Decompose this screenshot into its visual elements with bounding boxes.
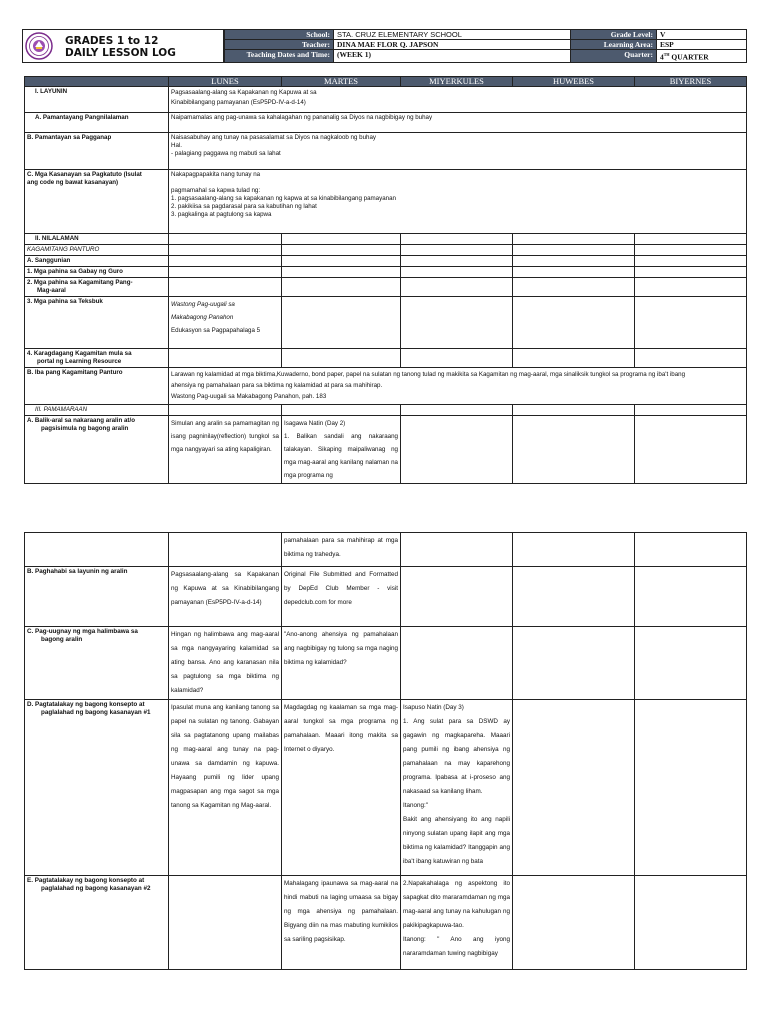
pamantayang-pangnilalaman-content: Naipamamalas ang pag-unawa sa kahalagahan ng pananalig sa Diyos na nagbibigay ng buhay [169,113,747,133]
pagganap-line-2: Hal. [171,142,183,149]
pag-uugnay-line-1: C. Pag-uugnay ng mga halimbawa sa [27,628,138,635]
area-value: ESP [657,40,747,50]
quarter-number: 4 [660,52,664,62]
iba-pang-kagamitan-label: B. Iba pang Kagamitang Panturo [25,368,169,405]
pagtatalakay-1-miy-text-3: Bakit ang ahensiyang ito ang napili ninyong sulatan upang ilapit ang mga biktima ng kalamidad? Itanggapin ang iba't ibang katuwiran ng bata [403,816,510,865]
day-header-martes: MARTES [282,77,401,87]
quarter-suffix: TH [663,52,670,57]
pagtatalakay-1-miy-text-2: Itanong:" [403,802,428,809]
quarter-label: Quarter: [571,50,657,63]
kagamitang-panturo-label: KAGAMITANG PANTURO [25,245,169,256]
iba-line-2: ahensiya ng pamahalaan para sa biktima ng kalamidad at para sa mahihirap. [171,382,383,389]
pamantayang-pangnilalaman-label: A. Pamantayang Pangnilalaman [25,113,169,133]
teacher-value: DINA MAE FLOR Q. JAPSON [334,40,571,50]
balik-aral-martes-text: 1. Balikan sandali ang nakaraang talakayan. Sikaping maipaliwanag ng mga mag-aaral ang kanilang nalaman na mga programa ng [284,433,398,479]
pagtatalakay-2-line-1: E. Pagtatalakay ng bagong konsepto at [27,877,145,884]
layunin-line-1: Pagsasaalang-alang sa Kapakanan ng Kapuwa at sa [171,89,317,96]
dates-value: (WEEK 1) [334,50,571,63]
isapuso-natin-title: Isapuso Natin (Day 3) [403,704,464,711]
grade-value: V [657,30,747,40]
lesson-log-table-page-1 [24,76,747,484]
pagganap-line-1: Naisasabuhay ang tunay na pasasalamat sa Diyos na nagkaloob ng buhay [171,134,377,141]
pagtatalakay-2-miyerkules [401,876,513,970]
balik-aral-martes [282,416,401,484]
area-label: Learning Area: [571,40,657,50]
kasanayan-label-line-1: C. Mga Kasanayan sa Pagkatuto (Isulat [27,171,142,178]
kasanayan-label-line-2: ang code ng bawat kasanayan) [27,179,119,186]
kagamitang-mag-aaral-line-1: 2. Mga pahina sa Kagamitang Pang- [27,279,133,286]
lesson-log-table-page-2 [24,532,747,970]
pamamaraan-label: III. PAMAMARAAN [25,405,169,416]
paghahabi-martes: Original File Submitted and Formatted by DepEd Club Member - visit depedclub.com for more [282,567,401,627]
balik-aral-label [25,416,169,484]
pag-uugnay-lunes: Hingan ng halimbawa ang mag-aaral sa mga nangyayaring kalamidad sa ating bansa. Ano ang karanasan nila sa pagtulong sa mga biktima ng kalamidad? [169,627,282,700]
pag-uugnay-label [25,627,169,700]
kasanayan-line-1: Nakapagpapakita nang tunay na [171,171,261,178]
kagamitang-mag-aaral-label [25,278,169,297]
nilalaman-label: II. NILALAMAN [25,234,169,245]
continued-martes: pamahalaan para sa mahihirap at mga biktima ng trahedya. [282,533,401,567]
pagtatalakay-1-lunes: Ipasulat muna ang kanilang tanong sa papel na sulatan ng tanong. Gabayan sila sa pagtatanong upang mailabas ng mag-aaral ang tunay na pag-unawa sa damdamin ng kapuwa. Hayaang pumili ng lider upang magpasapan ang mga sagot sa mga tanong sa Kagamitan ng Mag-aaral. [169,700,282,876]
quarter-text: QUARTER [671,52,709,62]
pag-uugnay-martes: "Ano-anong ahensiya ng pamahalaan ang nagbibigay ng tulong sa mga naging biktima ng kalamidad? [282,627,401,700]
pagtatalakay-1-miyerkules [401,700,513,876]
header-title-box [22,29,224,63]
kasanayan-line-5: 3. pagkalinga at pagtulong sa kapwa [171,211,272,218]
pagtatalakay-1-miy-text-1: 1. Ang sulat para sa DSWD ay gagawin ng magkapareha. Maaari pang pumili ng ibang ahensiya ng pamahalaan na may kaparehong programa. Ipabasa at i-proseso ang nakasaad sa kanilang liham. [403,718,510,795]
teksbuk-line-3: Edukasyon sa Pagpapahalaga 5 [171,327,261,334]
learning-resource-line-2: portal ng Learning Resource [37,358,122,365]
teksbuk-lunes [169,297,282,349]
teksbuk-line-2: Makabagong Panahon [171,314,234,321]
gabay-guro-label: 1. Mga pahina sa Gabay ng Guro [25,267,169,278]
pagtatalakay-2-martes: Mahalagang ipaunawa sa mag-aaral na hindi mabuti na laging umaasa sa bigay ng mga ahensiya ng pamahalaan. Bigyang diin na mas mabuting kumikilos sa sariling pagsisikap. [282,876,401,970]
balik-aral-line-1: A. Balik-aral sa nakaraang aralin at/o [27,417,135,424]
pagtatalakay-2-label [25,876,169,970]
balik-aral-line-2: pagsisimula ng bagong aralin [41,425,129,432]
layunin-line-2: Kinabibilangang pamayanan (EsP5PD-IV-a-d-14) [171,99,306,106]
day-header-biyernes: BIYERNES [635,77,747,87]
header-info-table [224,29,747,63]
school-label: School: [225,30,334,40]
kasanayan-line-3: 1. pagsasaalang-alang sa kapakanan ng kapwa at sa kinabibilangang pamayanan [171,195,396,202]
corner-cell [25,77,169,87]
day-header-huwebes: HUWEBES [513,77,635,87]
kasanayan-line-4: 2. pakikiisa sa pagdarasal para sa kabutihan ng lahat [171,203,317,210]
pagtatalakay-2-line-2: paglalahad ng bagong kasanayan #2 [41,885,151,892]
layunin-label: I. LAYUNIN [25,87,169,113]
iba-line-1: Larawan ng kalamidad at mga biktima,Kuwaderno, bond paper, papel na sulatan ng tanong tulad ng makikita sa Kagamitan ng mag-aaral, mga sinaliksik tungkol sa programa ng iba't ibang [171,371,686,378]
school-value: STA. CRUZ ELEMENTARY SCHOOL [334,30,571,40]
sanggunian-label: A. Sanggunian [25,256,169,267]
iba-pang-kagamitan-content [169,368,747,405]
title-line-2: DAILY LESSON LOG [65,47,176,59]
learning-resource-label [25,349,169,368]
pamantayan-pagganap-label: B. Pamantayan sa Pagganap [25,133,169,170]
deped-seal-icon [25,32,53,60]
pagtatalakay-1-martes: Magdagdag ng kaalaman sa mga mag-aaral tungkol sa mga programa ng pamahalaan. Maaari itong makita sa Internet o diyaryo. [282,700,401,876]
pagtatalakay-2-miy-text-2: Itanong: " Ano ang iyong nararamdaman tuwing nagbibigay [403,936,510,957]
kasanayan-line-2: pagmamahal sa kapwa tulad ng: [171,187,261,194]
kagamitang-mag-aaral-line-2: Mag-aaral [37,287,66,294]
teksbuk-line-1: Wastong Pag-uugali sa [171,301,235,308]
day-header-lunes: LUNES [169,77,282,87]
kasanayan-label [25,170,169,234]
iba-line-3: Wastong Pag-uugali sa Makabagong Panahon, pah. 183 [171,393,327,400]
grade-label: Grade Level: [571,30,657,40]
pagtatalakay-2-miy-text-1: 2.Napakahalaga ng aspektong ito sapagkat dito mararamdaman ng mga mag-aaral ang tunay na kahulugan ng pakikipagkapuwa-tao. [403,880,510,929]
balik-aral-lunes: Simulan ang aralin sa pamamagitan ng isang pagninilay(reflection) tungkol sa mga nangyayari sa ating kapaligiran. [169,416,282,484]
dates-label: Teaching Dates and Time: [225,50,334,63]
pagtatalakay-1-line-1: D. Pagtatalakay ng bagong konsepto at [27,701,145,708]
isagawa-natin-title: Isagawa Natin (Day 2) [284,420,346,427]
paghahabi-lunes: Pagsasaalang-alang sa Kapakanan ng Kapuwa at sa Kinabibilangang pamayanan (EsP5PD-IV-a-d-14) [169,567,282,627]
title-line-1: GRADES 1 to 12 [65,35,159,47]
day-header-miyerkules: MIYERKULES [401,77,513,87]
layunin-content [169,87,747,113]
pag-uugnay-line-2: bagong aralin [41,636,83,643]
teksbuk-label: 3. Mga pahina sa Teksbuk [25,297,169,349]
kasanayan-content [169,170,747,234]
pagganap-line-3: - palagiang paggawa ng mabuti sa lahat [171,150,281,157]
pagtatalakay-1-line-2: paglalahad ng bagong kasanayan #1 [41,709,151,716]
quarter-value [657,50,747,63]
pagtatalakay-1-label [25,700,169,876]
pamantayan-pagganap-content [169,133,747,170]
teacher-label: Teacher: [225,40,334,50]
paghahabi-label: B. Paghahabi sa layunin ng aralin [25,567,169,627]
learning-resource-line-1: 4. Karagdagang Kagamitan mula sa [27,350,132,357]
